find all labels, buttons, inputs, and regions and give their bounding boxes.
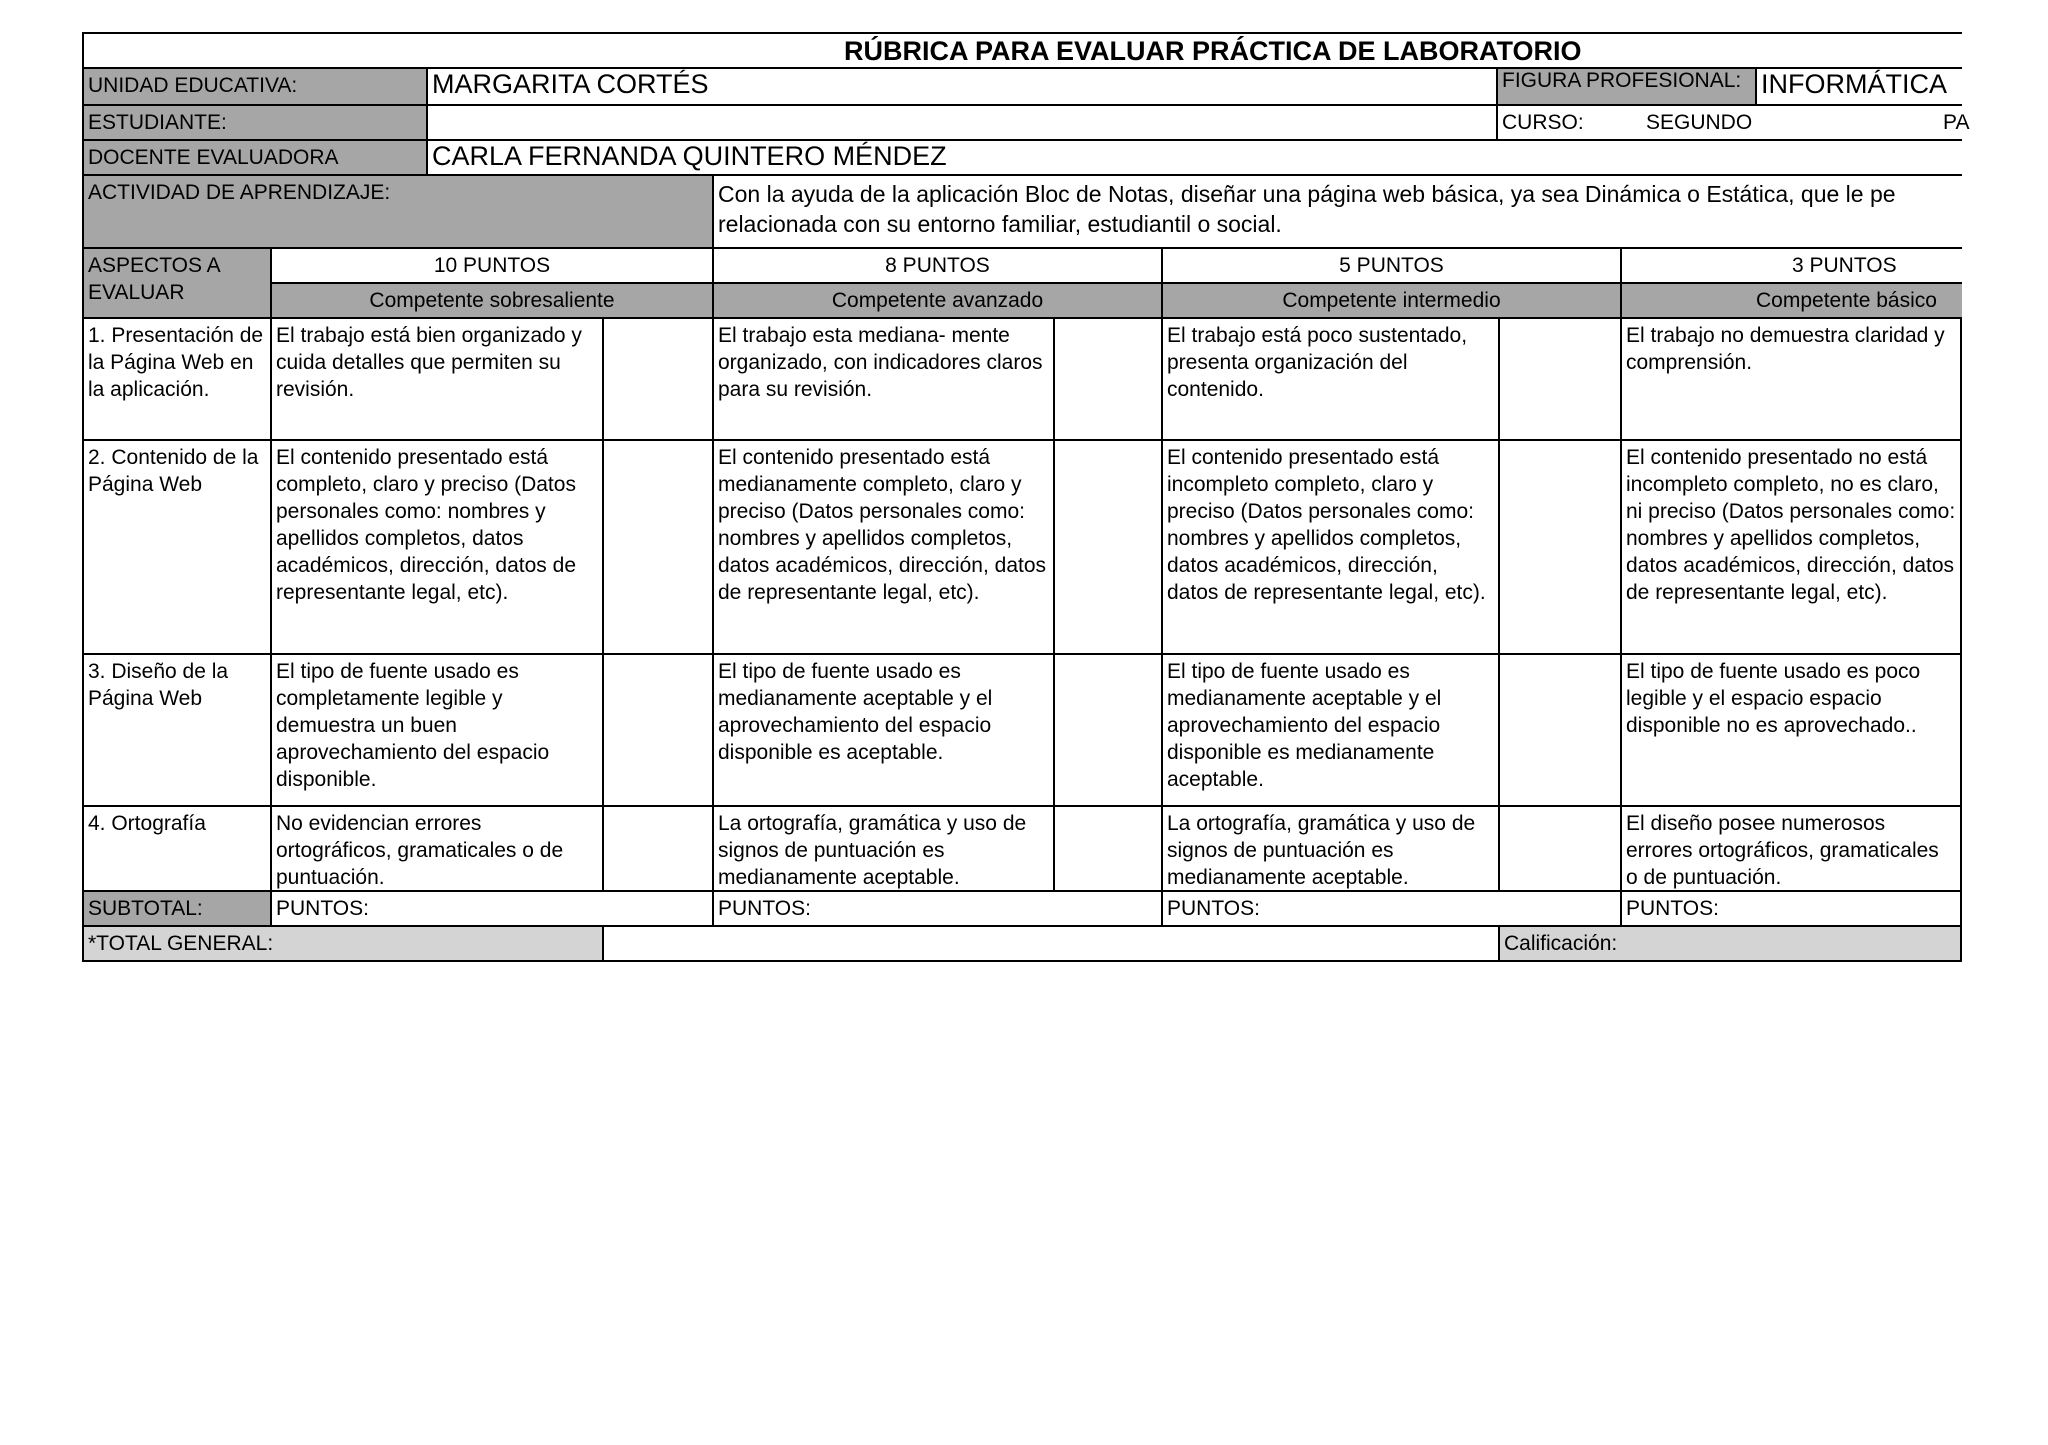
actividad-label: ACTIVIDAD DE APRENDIZAJE: <box>82 174 714 249</box>
row-4-level-3: La ortografía, gramática y uso de signos de puntuación es medianamente aceptable. <box>1161 805 1500 892</box>
row-3-score-2[interactable] <box>1053 653 1163 807</box>
points-level-3: 5 PUNTOS <box>1161 247 1622 284</box>
aspect-4: 4. Ortografía <box>82 805 272 892</box>
points-level-1: 10 PUNTOS <box>270 247 714 284</box>
row-1-score-2[interactable] <box>1053 317 1163 441</box>
total-label: *TOTAL GENERAL: <box>82 925 604 962</box>
title-text: RÚBRICA PARA EVALUAR PRÁCTICA DE LABORATORIO <box>844 36 1582 66</box>
subtotal-label: SUBTOTAL: <box>82 890 272 927</box>
row-2-score-2[interactable] <box>1053 439 1163 655</box>
row-1-score-1[interactable] <box>602 317 714 441</box>
row-3-level-3: El tipo de fuente usado es medianamente aceptable y el aprovechamiento del espacio disponible es medianamente aceptable. <box>1161 653 1500 807</box>
row-3-level-1: El tipo de fuente usado es completamente legible y demuestra un buen aprovechamiento del espacio disponible. <box>270 653 604 807</box>
row-4-score-2[interactable] <box>1053 805 1163 892</box>
row-2-score-1[interactable] <box>602 439 714 655</box>
row-4-level-2: La ortografía, gramática y uso de signos de puntuación es medianamente aceptable. <box>712 805 1055 892</box>
subtotal-level-2[interactable]: PUNTOS: <box>712 890 1163 927</box>
unidad-label: UNIDAD EDUCATIVA: <box>82 67 428 106</box>
row-2-level-4: El contenido presentado no está incompleto completo, no es claro, ni preciso (Datos personales como: nombres y apellidos completos, datos académicos, dirección, datos de representante legal, etc). <box>1620 439 1962 655</box>
row-1-score-3[interactable] <box>1498 317 1622 441</box>
row-4-score-3[interactable] <box>1498 805 1622 892</box>
row-2-level-1: El contenido presentado está completo, claro y preciso (Datos personales como: nombres y apellidos completos, datos académicos, dirección, datos de representante legal, etc). <box>270 439 604 655</box>
level-name-4: Competente básico <box>1756 289 1937 312</box>
estudiante-field[interactable] <box>426 104 1498 141</box>
row-1-level-1: El trabajo está bien organizado y cuida detalles que permiten su revisión. <box>270 317 604 441</box>
row-1-level-3: El trabajo está poco sustentado, presenta organización del contenido. <box>1161 317 1500 441</box>
unidad-value: MARGARITA CORTÉS <box>426 67 1498 106</box>
actividad-value: Con la ayuda de la aplicación Bloc de Notas, diseñar una página web básica, ya sea Dinámica o Estática, que le pe relacionada con su entorno familiar, estudiantil o social. <box>712 174 1962 249</box>
page-title <box>82 32 1962 69</box>
row-3-level-2: El tipo de fuente usado es medianamente aceptable y el aprovechamiento del espacio disponible es aceptable. <box>712 653 1055 807</box>
row-3-score-3[interactable] <box>1498 653 1622 807</box>
paralelo-label: PA <box>1943 111 1970 134</box>
row-3-score-1[interactable] <box>602 653 714 807</box>
level-name-1: Competente sobresaliente <box>270 282 714 319</box>
subtotal-level-1[interactable]: PUNTOS: <box>270 890 714 927</box>
row-2-level-3: El contenido presentado está incompleto completo, claro y preciso (Datos personales como: nombres y apellidos completos, datos académicos, dirección, datos de representante legal, etc). <box>1161 439 1500 655</box>
subtotal-level-4[interactable]: PUNTOS: <box>1620 890 1962 927</box>
row-3-level-4: El tipo de fuente usado es poco legible y el espacio espacio disponible no es aprovechado.. <box>1620 653 1962 807</box>
points-level-4: 3 PUNTOS <box>1792 254 1897 277</box>
points-level-2: 8 PUNTOS <box>712 247 1163 284</box>
curso-cell <box>1496 104 1970 141</box>
aspect-2: 2. Contenido de la Página Web <box>82 439 272 655</box>
curso-value: SEGUNDO <box>1646 111 1753 134</box>
points-level-4-cell <box>1620 247 1962 284</box>
aspect-3: 3. Diseño de la Página Web <box>82 653 272 807</box>
aspect-1: 1. Presentación de la Página Web en la aplicación. <box>82 317 272 441</box>
row-2-level-2: El contenido presentado está medianamente completo, claro y preciso (Datos personales como: nombres y apellidos completos, datos académicos, dirección, datos de representante legal, etc). <box>712 439 1055 655</box>
figura-label: FIGURA PROFESIONAL: <box>1496 67 1757 106</box>
level-name-2: Competente avanzado <box>712 282 1163 319</box>
row-4-level-1: No evidencian errores ortográficos, gramaticales o de puntuación. <box>270 805 604 892</box>
docente-value: CARLA FERNANDA QUINTERO MÉNDEZ <box>426 139 1962 176</box>
aspect-header: ASPECTOS A EVALUAR <box>82 247 272 319</box>
total-value[interactable] <box>602 925 1500 962</box>
row-2-score-3[interactable] <box>1498 439 1622 655</box>
estudiante-label: ESTUDIANTE: <box>82 104 428 141</box>
docente-label: DOCENTE EVALUADORA <box>82 139 428 176</box>
calificacion-label: Calificación: <box>1498 925 1962 962</box>
level-name-3: Competente intermedio <box>1161 282 1622 319</box>
level-name-4-cell <box>1620 282 1962 319</box>
row-4-level-4: El diseño posee numerosos errores ortográficos, gramaticales o de puntuación. <box>1620 805 1962 892</box>
row-4-score-1[interactable] <box>602 805 714 892</box>
curso-label: CURSO: <box>1502 111 1584 134</box>
row-1-level-4: El trabajo no demuestra claridad y comprensión. <box>1620 317 1962 441</box>
figura-value: INFORMÁTICA <box>1755 67 1962 106</box>
row-1-level-2: El trabajo esta mediana- mente organizado, con indicadores claros para su revisión. <box>712 317 1055 441</box>
subtotal-level-3[interactable]: PUNTOS: <box>1161 890 1622 927</box>
